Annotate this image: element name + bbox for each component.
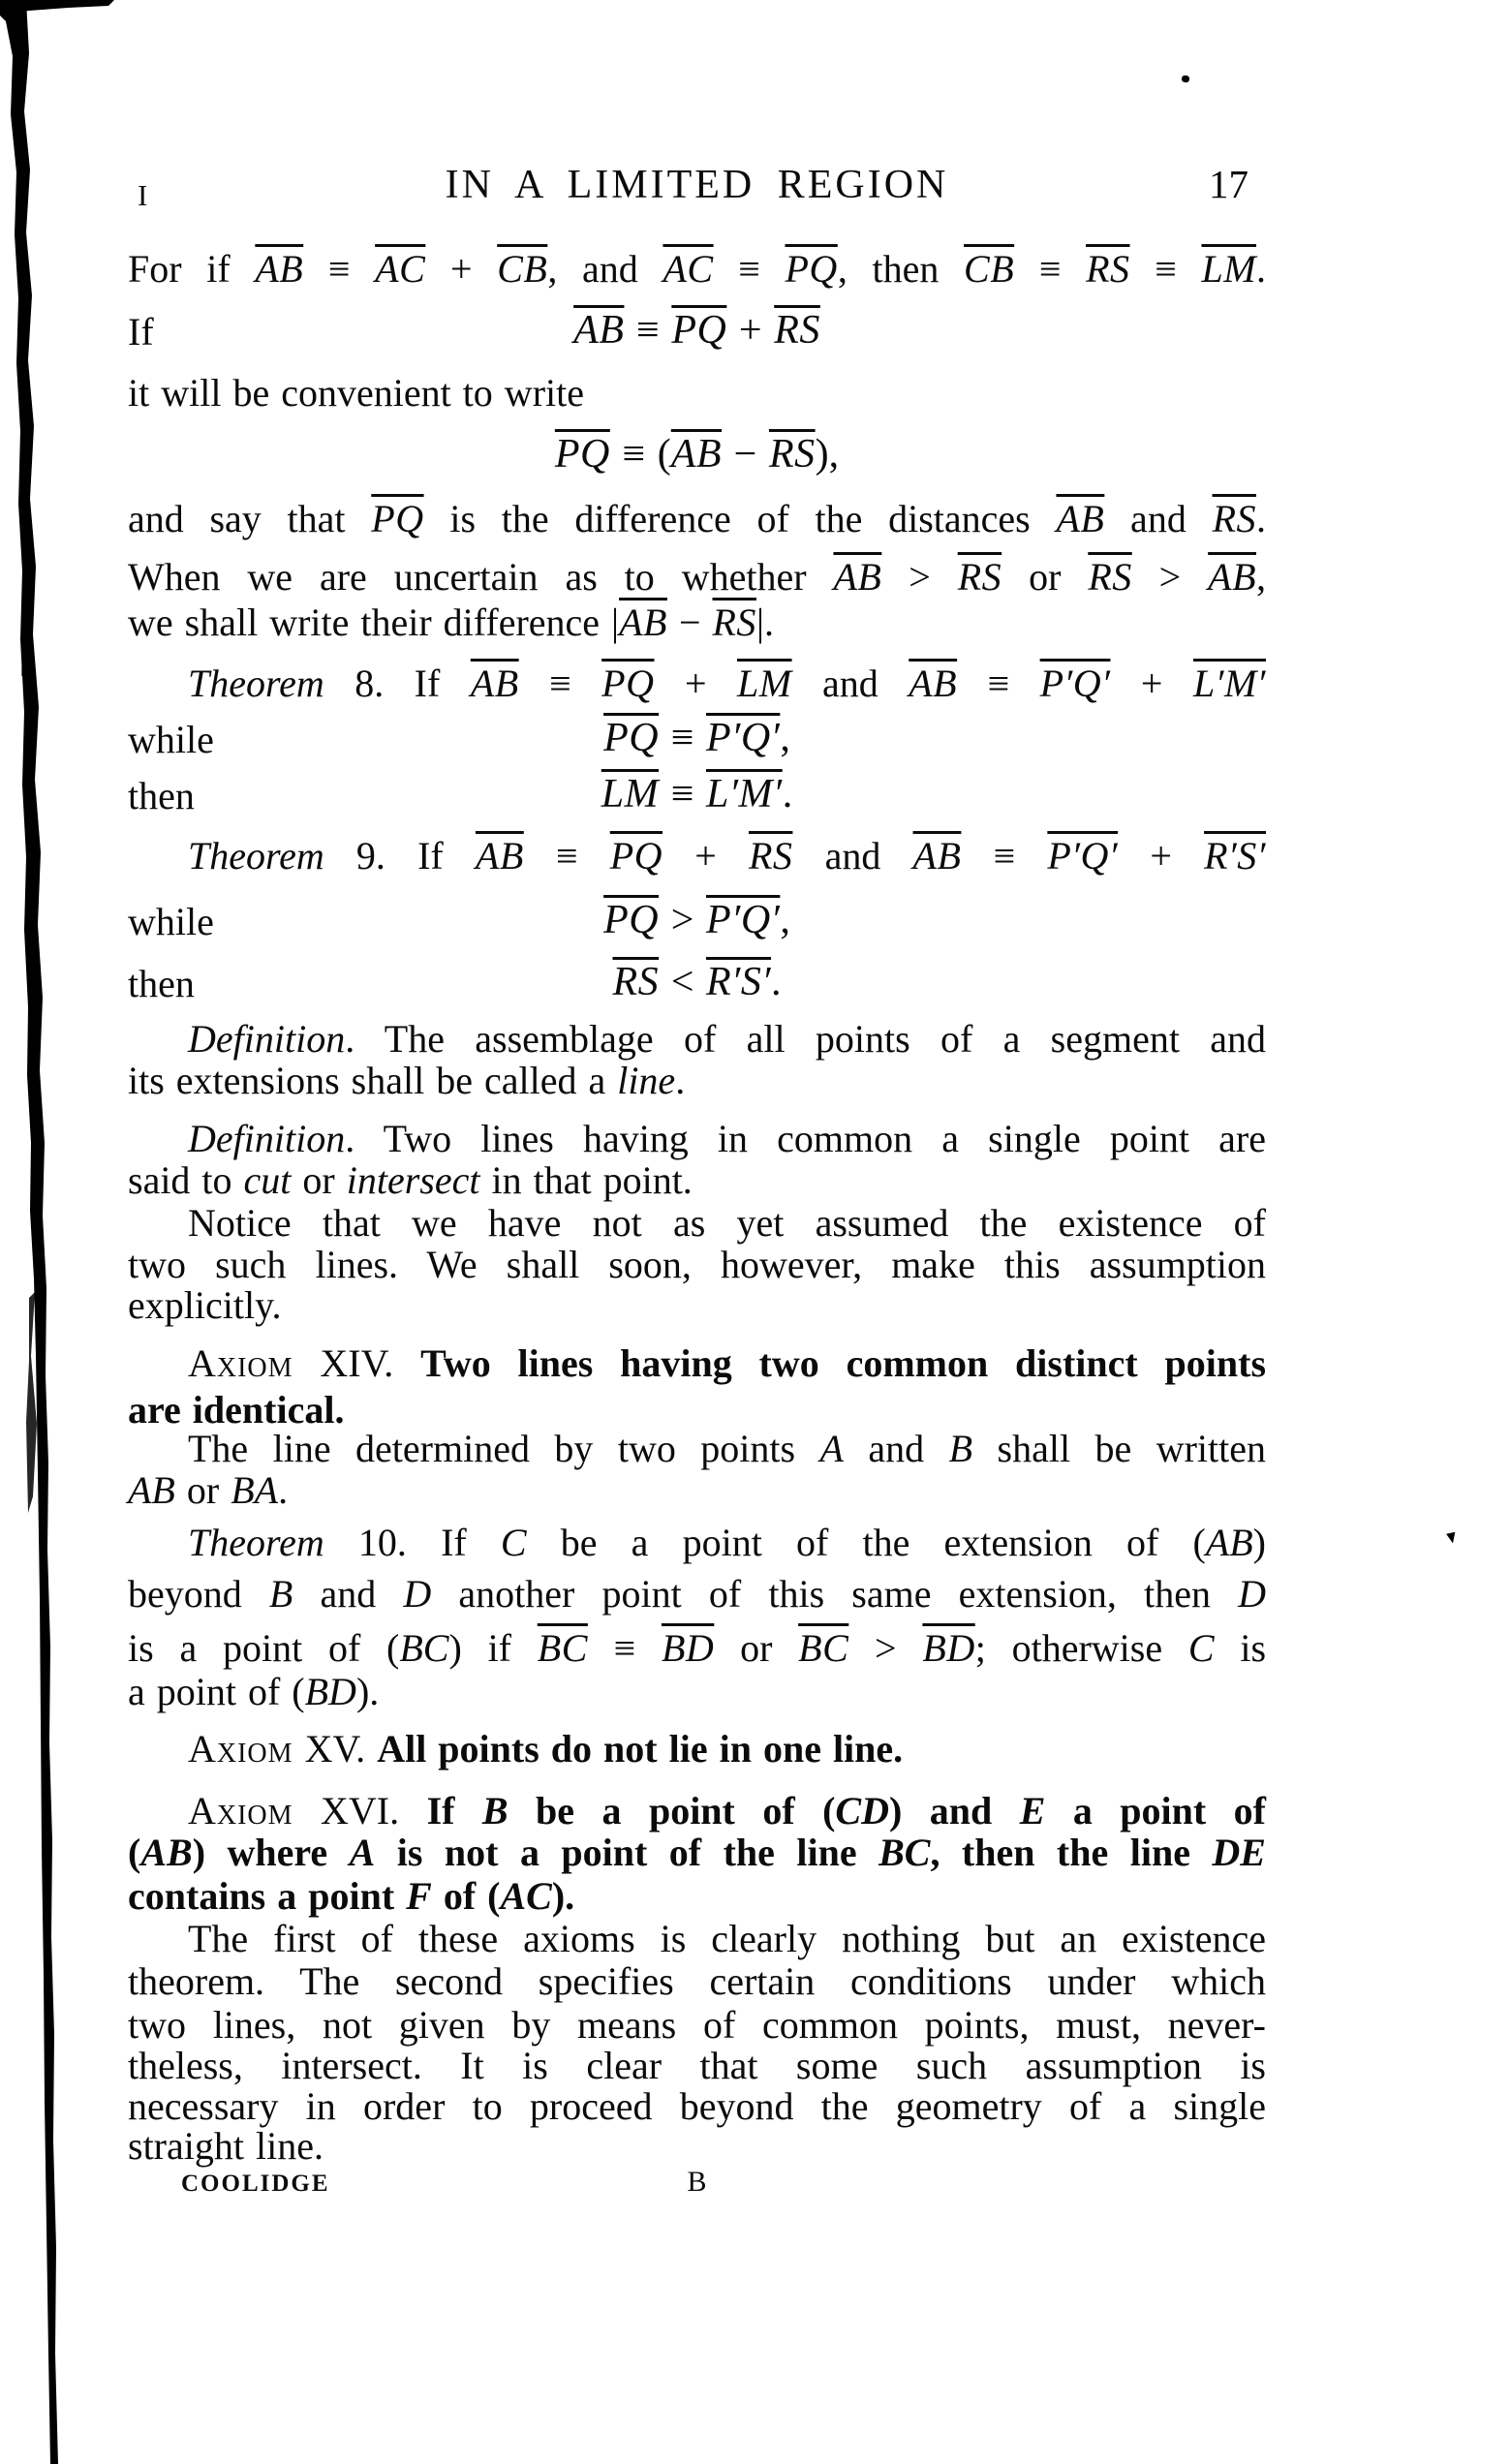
text-segment: Two lines having two common distinct points [420, 1341, 1267, 1385]
text-segment: theorem. The second specifies certain conditions under which [128, 1959, 1266, 2003]
segment-measure: $\overline{LM}$ [736, 662, 792, 705]
text-segment: . The assemblage of all points of a segment and [345, 1017, 1266, 1061]
text-line [128, 1522, 1266, 1565]
segment-measure: $\overline{PQ}$ [603, 716, 660, 760]
text-segment: be a point of the extension of ( [526, 1521, 1206, 1564]
text-segment: AC [500, 1874, 552, 1918]
text-segment: ≡ [518, 662, 602, 705]
text-segment: Axiom [188, 1727, 293, 1771]
text-segment: Notice that we have not as yet assumed the existence of [188, 1201, 1266, 1245]
text-segment: ≡ [587, 1626, 662, 1670]
text-line [128, 1790, 1266, 1833]
text-line [128, 1428, 1266, 1471]
segment-measure: $\overline{RS}$ [1086, 247, 1130, 291]
segment-measure: $\overline{BC}$ [798, 1626, 849, 1670]
text-segment: ). [355, 1670, 380, 1713]
text-line [128, 1573, 1266, 1617]
text-segment: XV. [293, 1727, 378, 1771]
segment-measure: $\overline{PQ}$ [554, 432, 610, 477]
text-segment: Definition [188, 1117, 346, 1160]
segment-measure: $\overline{RS}$ [1088, 555, 1132, 599]
text-segment: XIV. [293, 1341, 421, 1385]
text-segment: its extensions shall be called a [128, 1059, 618, 1102]
text-segment: − [722, 432, 769, 477]
text-segment: necessary in order to proceed beyond the geometry of a single [128, 2084, 1266, 2128]
text-line [128, 1342, 1266, 1386]
text-segment: If [426, 1789, 482, 1833]
segment-measure: $\overline{AB}$ [912, 834, 962, 878]
text-segment: AB [1205, 1521, 1253, 1564]
text-segment: BD [304, 1670, 356, 1713]
printer-signature: B [687, 2166, 707, 2198]
text-segment: is [1214, 1626, 1267, 1670]
text-segment: two such lines. We shall soon, however, make this assumption [128, 1243, 1266, 1286]
text-segment: , [780, 716, 790, 760]
formula-line [128, 716, 1266, 761]
text-segment: , then the line [930, 1831, 1213, 1874]
text-line [128, 2004, 1266, 2048]
text-segment: The first of these axioms is clearly nothing but an existence [188, 1917, 1266, 1960]
text-line [128, 248, 1266, 292]
page-number: 17 [1209, 162, 1248, 206]
text-segment: and [843, 1427, 949, 1470]
segment-measure: $\overline{PQ}$ [601, 662, 655, 705]
text-segment: ≡ ( [609, 432, 671, 477]
text-segment: B [268, 1572, 293, 1616]
text-segment: . [1256, 247, 1267, 291]
segment-measure: $\overline{RS}$ [748, 834, 793, 878]
text-segment: For if [128, 247, 256, 291]
book-binding-shadow-icon [0, 0, 126, 2464]
text-segment: > [881, 555, 958, 599]
text-segment: Axiom [188, 1341, 293, 1385]
text-segment: BC [399, 1626, 449, 1670]
text-segment: When we are uncertain as to whether [128, 555, 834, 599]
text-segment: ) where [192, 1831, 350, 1874]
formula-label: If [128, 310, 154, 354]
text-segment: B [948, 1427, 973, 1470]
text-segment: + [654, 662, 737, 705]
text-line [128, 2125, 1266, 2169]
formula-label: while [128, 718, 214, 761]
segment-measure: $\overline{CB}$ [964, 247, 1015, 291]
text-line [128, 2045, 1266, 2088]
segment-measure: R′S′ [1204, 834, 1267, 878]
text-segment: > [659, 898, 706, 942]
text-segment: ≡ [957, 662, 1040, 705]
text-segment: C [500, 1521, 527, 1564]
text-segment: 9. If [324, 834, 476, 878]
text-segment: and [792, 834, 913, 878]
text-segment: ) if [448, 1626, 538, 1670]
text-line [128, 1118, 1266, 1161]
text-segment: , then [837, 247, 965, 291]
formula-label: then [128, 962, 195, 1005]
text-segment: or [291, 1158, 347, 1202]
text-segment: B [481, 1789, 508, 1833]
text-segment: AB [140, 1831, 193, 1874]
segment-measure: $\overline{RS}$ [957, 555, 1002, 599]
text-line [128, 1018, 1266, 1062]
segment-measure: $\overline{LM}$ [1201, 247, 1257, 291]
formula-line [128, 432, 1266, 477]
segment-measure: $\overline{AB}$ [619, 601, 667, 644]
segment-measure: $\overline{RS}$ [612, 960, 660, 1004]
text-line [128, 1627, 1266, 1671]
text-line [128, 601, 1266, 645]
text-segment: , and [547, 247, 663, 291]
text-segment: > [848, 1626, 923, 1670]
text-segment: BA [231, 1468, 279, 1512]
text-segment: Axiom [188, 1789, 293, 1833]
segment-measure: $\overline{BC}$ [537, 1626, 588, 1670]
text-segment: 8. If [324, 662, 471, 705]
text-segment: Definition [188, 1017, 346, 1061]
text-segment: ). [551, 1874, 575, 1918]
segment-measure: $\overline{AB}$ [1056, 497, 1105, 540]
page-header [128, 162, 1266, 212]
text-segment: line [617, 1059, 676, 1102]
text-segment: of ( [431, 1874, 501, 1918]
text-segment: two lines, not given by means of common points, must, never- [128, 2003, 1266, 2047]
text-segment: − [666, 601, 713, 644]
text-segment: The line determined by two points [188, 1427, 820, 1470]
text-segment: intersect [346, 1158, 480, 1202]
text-segment: BC [878, 1831, 931, 1874]
segment-measure: $\overline{RS}$ [712, 601, 756, 644]
text-segment: . [675, 1059, 686, 1102]
text-segment: are identical. [128, 1388, 345, 1432]
text-segment: contains a point [128, 1874, 407, 1918]
text-segment: F [406, 1874, 432, 1918]
text-segment: . Two lines having in common a single point are [345, 1117, 1266, 1160]
text-segment: ; otherwise [974, 1626, 1188, 1670]
text-line [128, 1832, 1266, 1875]
text-line [128, 1284, 1266, 1328]
text-segment: ≡ [523, 834, 610, 878]
segment-measure: R′S′ [706, 960, 772, 1004]
segment-measure: $\overline{PQ}$ [785, 247, 838, 291]
segment-measure: $\overline{AB}$ [475, 834, 524, 878]
text-segment: a point of [1045, 1789, 1267, 1833]
text-line [128, 1202, 1266, 1246]
segment-measure: $\overline{AC}$ [375, 247, 426, 291]
segment-measure: $\overline{RS}$ [1212, 497, 1256, 540]
text-segment: . [782, 772, 793, 816]
segment-measure: $\overline{PQ}$ [603, 898, 660, 942]
text-line [128, 1469, 1266, 1513]
segment-measure: P′Q′ [706, 716, 781, 760]
text-segment: straight line. [128, 2124, 324, 2168]
text-segment: > [1131, 555, 1209, 599]
text-line [128, 662, 1266, 706]
text-segment: . [771, 960, 782, 1004]
segment-measure: $\overline{AB}$ [833, 555, 882, 599]
text-line [128, 1671, 1266, 1714]
text-segment: 10. If [324, 1521, 501, 1564]
text-segment: ≡ [961, 834, 1048, 878]
segment-measure: $\overline{CB}$ [497, 247, 548, 291]
text-segment: A [819, 1427, 844, 1470]
text-segment: + [663, 834, 749, 878]
segment-measure: $\overline{AB}$ [573, 308, 625, 353]
text-segment: + [1110, 662, 1193, 705]
text-segment: and [791, 662, 909, 705]
text-segment: cut [243, 1158, 292, 1202]
text-segment: be a point of ( [508, 1789, 836, 1833]
text-segment: < [659, 960, 706, 1004]
segment-measure: $\overline{RS}$ [768, 432, 816, 477]
formula-label: while [128, 900, 214, 943]
formula-line [128, 960, 1266, 1005]
segment-measure: P′Q′ [1047, 834, 1119, 878]
text-segment: D [1238, 1572, 1266, 1616]
text-line [128, 1244, 1266, 1287]
text-segment: ≡ [1129, 247, 1202, 291]
text-segment: D [403, 1572, 432, 1616]
text-segment: shall be written [972, 1427, 1266, 1470]
segment-measure: $\overline{PQ}$ [671, 308, 727, 353]
text-line [128, 1918, 1266, 1961]
text-segment: + [425, 247, 498, 291]
text-segment: , [780, 898, 790, 942]
text-segment: is not a point of the line [375, 1831, 879, 1874]
text-segment: ), [815, 432, 840, 477]
text-line [128, 1728, 1266, 1771]
text-segment: and [1104, 497, 1213, 540]
segment-measure: $\overline{AB}$ [909, 662, 958, 705]
text-line [128, 556, 1266, 600]
text-segment: + [726, 308, 775, 353]
segment-measure: L′M′ [1192, 662, 1267, 705]
formula-label: then [128, 774, 195, 817]
footer-author-name: COOLIDGE [181, 2171, 330, 2197]
text-segment: ≡ [659, 716, 706, 760]
text-line [128, 1159, 1266, 1203]
text-segment: explicitly. [128, 1283, 282, 1327]
text-segment: it will be convenient to write [128, 371, 584, 415]
formula-line [128, 772, 1266, 817]
text-segment: A [349, 1831, 376, 1874]
text-segment: or [714, 1626, 799, 1670]
segment-measure: $\overline{AB}$ [1208, 555, 1257, 599]
segment-measure: $\overline{BD}$ [661, 1626, 715, 1670]
text-segment: . [278, 1468, 289, 1512]
text-segment: All points do not lie in one line. [377, 1727, 904, 1771]
text-segment: ≡ [659, 772, 706, 816]
text-segment: theless, intersect. It is clear that some such assumption is [128, 2044, 1266, 2087]
formula-line [128, 898, 1266, 943]
text-segment: or [174, 1468, 231, 1512]
text-segment: and say that [128, 497, 372, 540]
text-segment: beyond [128, 1572, 269, 1616]
text-column [128, 0, 1266, 2464]
segment-measure: $\overline{PQ}$ [371, 497, 424, 540]
text-segment: and [293, 1572, 404, 1616]
segment-measure: P′Q′ [1039, 662, 1111, 705]
text-line [128, 2085, 1266, 2129]
text-segment: |. [755, 601, 774, 644]
text-segment: CD [835, 1789, 889, 1833]
text-segment: in that point. [479, 1158, 693, 1202]
text-segment: said to [128, 1158, 244, 1202]
text-segment: AB [128, 1468, 175, 1512]
text-segment: ( [128, 1831, 141, 1874]
text-segment: is the difference of the distances [423, 497, 1057, 540]
segment-measure: $\overline{LM}$ [601, 772, 660, 816]
text-segment: Theorem [188, 1521, 324, 1564]
segment-measure: P′Q′ [706, 898, 781, 942]
text-segment: ) and [889, 1789, 1020, 1833]
text-segment: ≡ [713, 247, 786, 291]
text-line [128, 498, 1266, 541]
text-segment: , [1256, 555, 1267, 599]
text-line [128, 1875, 1266, 1919]
text-segment: XVI. [293, 1789, 427, 1833]
right-margin-ink-mark-icon: ▾ [1444, 1525, 1459, 1551]
text-segment: another point of this same extension, then [431, 1572, 1239, 1616]
text-segment: ≡ [1014, 247, 1087, 291]
text-segment: ≡ [303, 247, 376, 291]
text-segment: C [1187, 1626, 1215, 1670]
segment-measure: $\overline{AB}$ [255, 247, 304, 291]
text-segment: we shall write their difference | [128, 601, 620, 644]
segment-measure: L′M′ [706, 772, 783, 816]
text-segment: . [1256, 497, 1266, 540]
formula-line [128, 308, 1266, 354]
text-segment: Theorem [188, 662, 324, 705]
segment-measure: $\overline{AB}$ [470, 662, 519, 705]
text-segment: ≡ [624, 308, 672, 353]
text-line [128, 372, 1266, 416]
text-line [128, 1060, 1266, 1103]
text-segment: DE [1212, 1831, 1266, 1874]
running-title: IN A LIMITED REGION [445, 163, 949, 207]
segment-measure: $\overline{AB}$ [670, 432, 723, 477]
text-line [128, 835, 1266, 878]
text-segment: E [1019, 1789, 1046, 1833]
text-line [128, 1960, 1266, 2004]
text-segment: Theorem [188, 834, 324, 878]
signature-mark: I [138, 178, 148, 212]
text-segment: ) [1252, 1521, 1266, 1564]
segment-measure: $\overline{PQ}$ [609, 834, 663, 878]
text-segment: is a point of ( [128, 1626, 400, 1670]
text-segment: or [1002, 555, 1089, 599]
segment-measure: $\overline{AC}$ [663, 247, 714, 291]
text-segment: a point of ( [128, 1670, 305, 1713]
segment-measure: $\overline{RS}$ [774, 308, 820, 353]
text-segment: + [1118, 834, 1205, 878]
segment-measure: $\overline{BD}$ [922, 1626, 975, 1670]
